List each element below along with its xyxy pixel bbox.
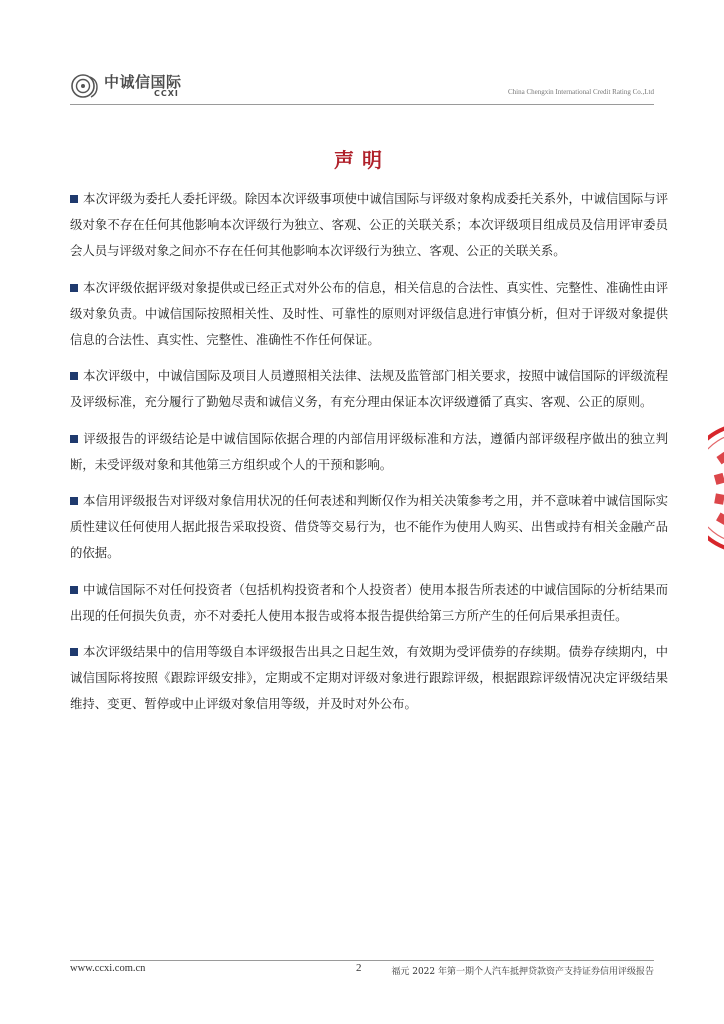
paragraph-text: 本次评级依据评级对象提供或已经正式对外公布的信息，相关信息的合法性、真实性、完整性、准确性由评级对象负责。中诚信国际按照相关性、及时性、可靠性的原则对评级信息进行审慎分析，但对于评级对象提供信息的合法性、真实性、完整性、准确性不作任何保证。 [70,279,668,347]
page-header [70,68,654,104]
paragraph-text: 评级报告的评级结论是中诚信国际依据合理的内部信用评级标准和方法，遵循内部评级程序做出的独立判断，未受评级对象和其他第三方组织或个人的干预和影响。 [70,430,668,472]
paragraph-text: 本信用评级报告对评级对象信用状况的任何表述和判断仅作为相关决策参考之用，并不意味着中诚信国际实质性建议任何使用人据此报告采取投资、借贷等交易行为，也不能作为使用人购买、出售或持有相关金融产品的依据。 [70,493,668,560]
square-bullet-icon [70,435,78,443]
footer-report-title: 福元 2022 年第一期个人汽车抵押贷款资产支持证券信用评级报告 [391,967,654,977]
paragraph-text: 中诚信国际不对任何投资者（包括机构投资者和个人投资者）使用本报告所表述的中诚信国际的分析结果而出现的任何损失负责，亦不对委托人使用本报告或将本报告提供给第三方所产生的任何后果承担责任。 [70,581,668,623]
declaration-body [70,186,668,728]
declaration-paragraph [70,186,668,264]
declaration-paragraph [70,275,668,353]
paragraph-text: 本次评级为委托人委托评级。除因本次评级事项使中诚信国际与评级对象构成委托关系外，中诚信国际与评级对象不存在任何其他影响本次评级行为独立、客观、公正的关联关系；本次评级项目组成员及信用评审委员会人员与评级对象之间亦不存在任何其他影响本次评级行为独立、客观、公正的关联关系。 [70,191,668,258]
logo-chinese-name: 中诚信国际 [104,73,182,91]
company-seal-stamp [708,418,724,558]
paragraph-text: 本次评级中，中诚信国际及项目人员遵照相关法律、法规及监管部门相关要求，按照中诚信国际的评级流程及评级标准，充分履行了勤勉尽责和诚信义务，有充分理由保证本次评级遵循了真实、客观、公正的原则。 [70,368,668,409]
ccxi-logo [70,68,210,104]
header-divider [70,104,654,105]
declaration-paragraph [70,488,668,566]
square-bullet-icon [70,497,78,505]
declaration-paragraph [70,426,668,478]
page-number: 2 [356,962,362,974]
footer-website: www.ccxi.com.cn [70,963,146,974]
square-bullet-icon [70,284,78,292]
ccxi-logo-icon [70,72,100,100]
company-english-name: China Chengxin International Credit Rating Co.,Ltd [507,88,654,96]
square-bullet-icon [70,195,78,203]
declaration-paragraph [70,577,668,629]
logo-english-name: CCXI [154,89,179,98]
square-bullet-icon [70,372,78,380]
square-bullet-icon [70,586,78,594]
declaration-paragraph [70,363,668,415]
square-bullet-icon [70,648,78,656]
footer-divider [70,960,654,961]
declaration-paragraph [70,639,668,717]
paragraph-text: 本次评级结果中的信用等级自本评级报告出具之日起生效，有效期为受评债券的存续期。债券存续期内，中诚信国际将按照《跟踪评级安排》，定期或不定期对评级对象进行跟踪评级，根据跟踪评级情况决定评级结果维持、变更、暂停或中止评级对象信用等级，并及时对外公布。 [70,644,668,711]
page-title: 声明 [334,148,390,172]
